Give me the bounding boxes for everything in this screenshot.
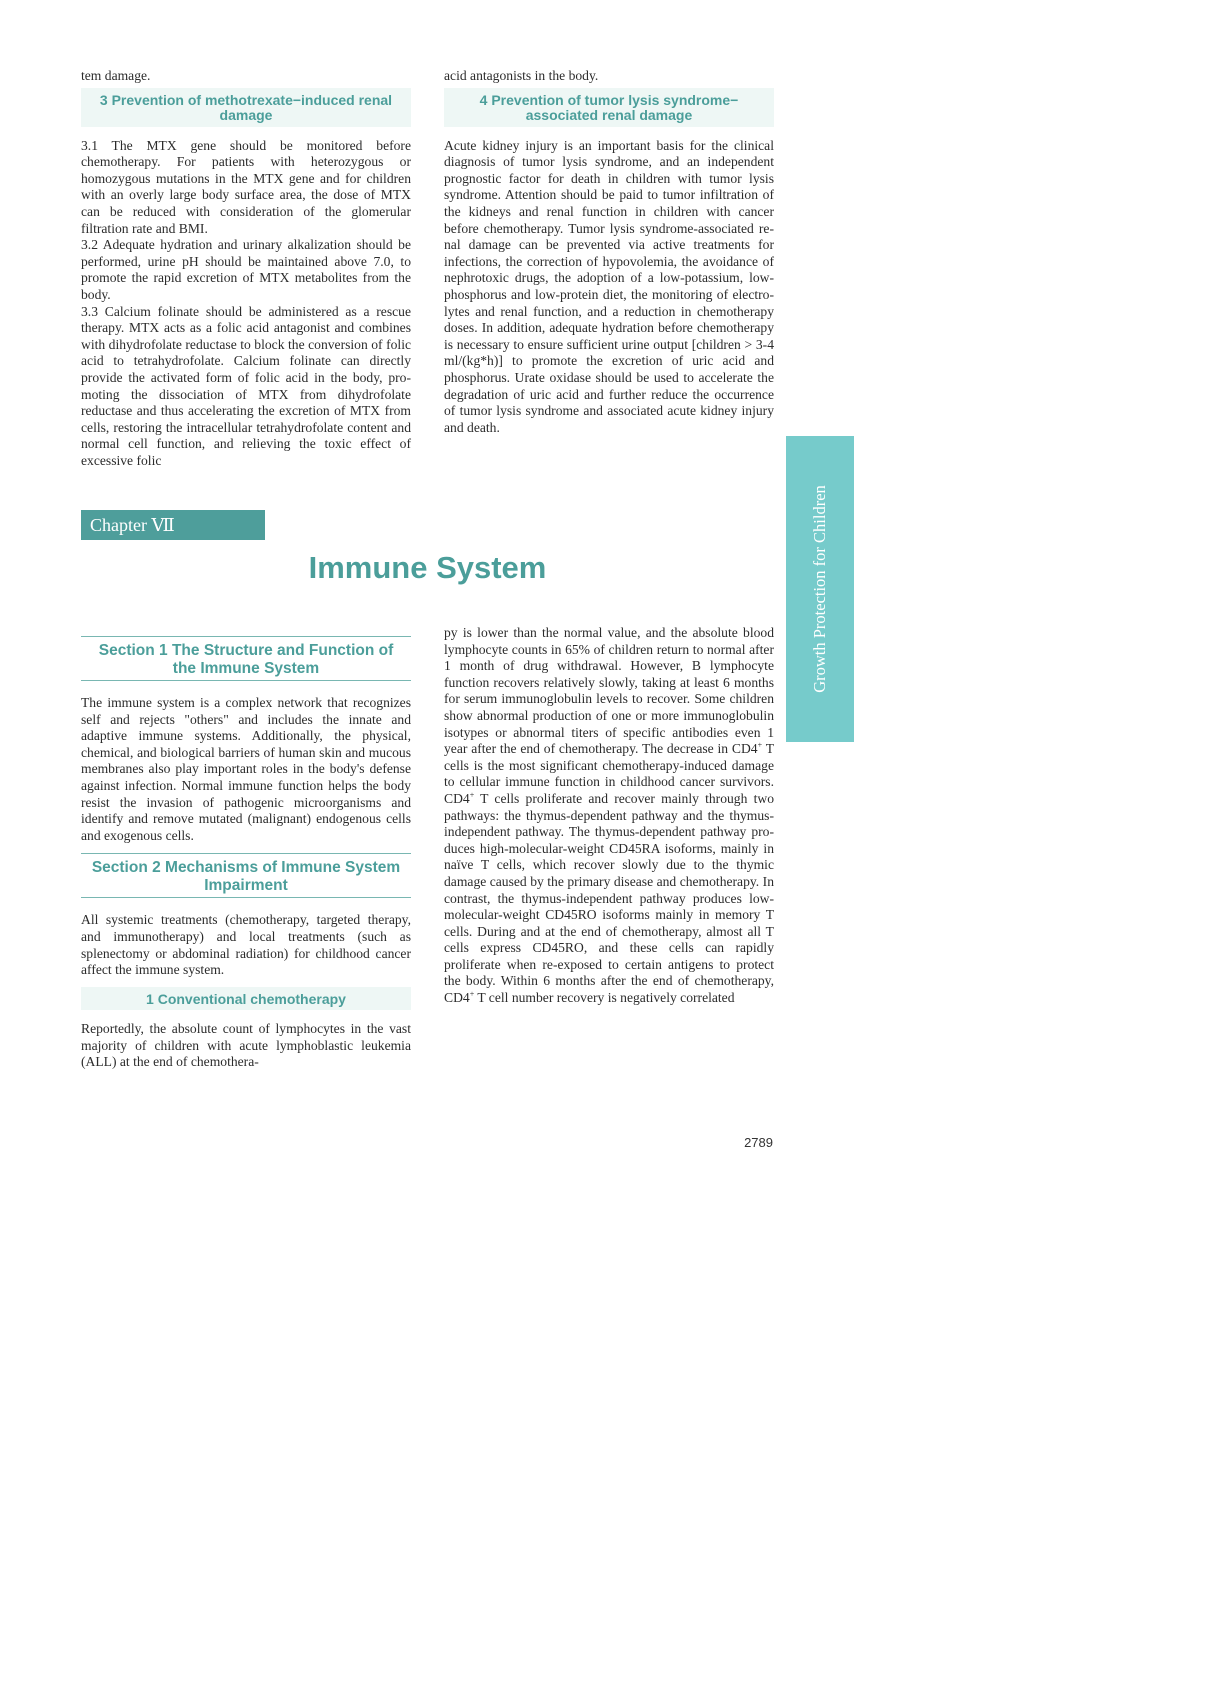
side-tab-label: Growth Protection for Children [810, 485, 829, 693]
top-left-column [81, 68, 411, 469]
page-number: 2789 [744, 1135, 773, 1150]
paragraph: Acute kidney injury is an important basis for the clinical diagnosis of tumor lysis syndrome, and an independent prognostic factor for death in children with tumor lysis syndrome. Attention should be paid to tumor infiltration of the kidneys and renal function in children with cancer before chemotherapy. Tumor lysis syndrome-associated renal damage can be prevented via active treatments for infections, the correction of hypovolemia, the avoidance of nephrotoxic drugs, the adoption of a low-potassium, low-phosphorus and low-protein diet, the monitoring of electrolytes and renal function, and a reduction in chemotherapy doses. In addition, adequate hydration before chemotherapy is necessary to ensure sufficient urine output [children > 3-4 ml/(kg*h)] to promote the excretion of uric acid and phosphorus. Urate oxidase should be used to accelerate the degradation of uric acid and further reduce the occurrence of tumor lysis syndrome and associated acute kidney injury and death. [444, 137, 774, 435]
paragraph: py is lower than the normal value, and the absolute blood lymphocyte counts in 65% of children return to normal after 1 month of drug withdrawal. However, B lymphocyte function recovers relatively slowly, taking at least 6 months for serum immunoglobulin levels to recover. Some children show abnormal production of one or more immunoglobulin isotypes or abnormal titers of specific antibodies even 1 year after the end of chemotherapy. The decrease in CD4+ T cells is the most significant chemotherapy-induced damage to cellular immune function in childhood cancer survivors. CD4+ T cells proliferate and recover mainly through two pathways: the thymus-dependent pathway and the thymus-independent pathway. The thymus-dependent pathway produces high-molecular-weight CD45RA isoforms, mainly in naïve T cells, which recover slowly due to the thymic damage caused by the primary disease and chemotherapy. In contrast, the thymus-independent pathway produces low-molecular-weight CD45RO isoforms mainly in memory T cells. During and at the end of chemotherapy, almost all T cells express CD45RO, and these cells can rapidly proliferate when re-exposed to certain antigens to protect the body. Within 6 months after the end of chemotherapy, CD4+ T cell number recovery is negatively correlated [444, 625, 774, 1006]
subsection-heading-tls: 4 Prevention of tumor lysis syndrome− associated renal damage [444, 88, 774, 127]
section-1-heading: Section 1 The Structure and Function of the Immune System [81, 636, 411, 681]
chapter-label: Chapter Ⅶ [81, 510, 265, 540]
bottom-left-column [81, 636, 411, 1071]
paragraph: 3.3 Calcium folinate should be administered as a rescue therapy. MTX acts as a folic acid antagonist and combines with dihydrofolate reductase to block the conversion of folic acid to tetrahydrofolate. Calcium folinate can directly provide the activated form of folic acid in the body, promoting the dissociation of MTX from dihydrofolate reductase and thus accelerating the excretion of MTX from cells, restoring the intracellular tetrahydrofolate content and normal cell function, and relieving the toxic effect of excessive folic [81, 303, 411, 468]
continuation-text: tem damage. [81, 68, 151, 83]
side-tab [786, 436, 854, 742]
section-2-heading: Section 2 Mechanisms of Immune System Impairment [81, 853, 411, 898]
chapter-title: Immune System [308, 550, 547, 585]
bottom-right-column [444, 625, 774, 1007]
paragraph: 3.2 Adequate hydration and urinary alkalization should be performed, urine pH should be maintained above 7.0, to promote the rapid excretion of MTX metabolites from the body. [81, 237, 411, 302]
paragraph: 3.1 The MTX gene should be monitored before chemotherapy. For patients with heterozygous or homozygous mutations in the MTX gene and for children with an overly large body surface area, the dose of MTX can be reduced with consideration of the glomerular filtration rate and BMI. [81, 137, 411, 236]
subsection-heading-chemo: 1 Conventional chemotherapy [81, 987, 411, 1011]
section-2-text: All systemic treatments (chemotherapy, targeted therapy, and immunotherapy) and local treatments (such as splenectomy or abdominal radiation) for childhood cancer affect the immune system. [81, 912, 411, 978]
continuation-text: acid antagonists in the body. [444, 68, 599, 83]
section-1-text: The immune system is a complex network that recognizes self and rejects "others" and includes the innate and adaptive immune systems. Additionally, the physical, chemical, and biological barriers of human skin and mucous membranes also play important roles in the body's defense against infection. Normal immune function helps the body resist the invasion of pathogenic microorganisms and identify and remove mutated (malignant) endogenous cells and exogenous cells. [81, 695, 411, 843]
subsection-text: Reportedly, the absolute count of lymphocytes in the vast majority of children with acute lymphoblastic leukemia (ALL) at the end of chemothera- [81, 1021, 411, 1070]
top-right-column [444, 68, 774, 436]
subsection-heading-mtx: 3 Prevention of methotrexate−induced renal damage [81, 88, 411, 127]
